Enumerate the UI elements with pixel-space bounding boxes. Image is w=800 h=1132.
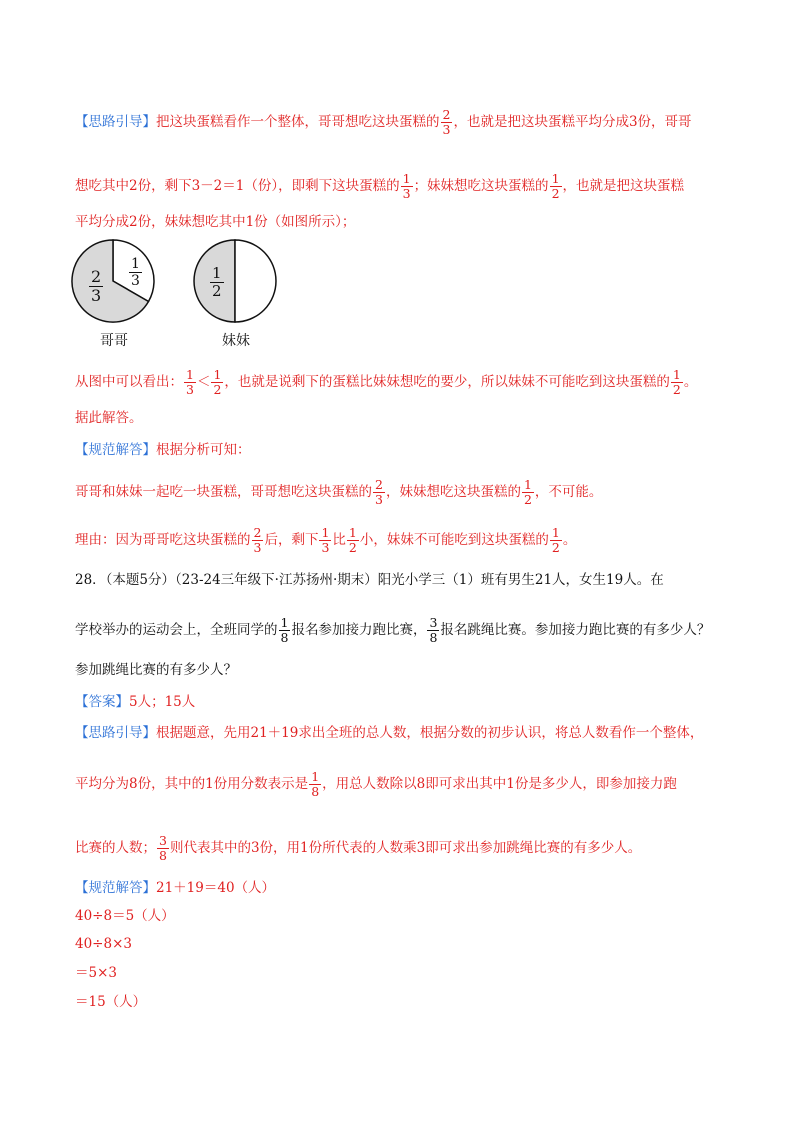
pie1-label-two-thirds: $\frac{2}{3}$ bbox=[91, 267, 102, 305]
fraction: $\frac{2}{3}$ bbox=[253, 525, 262, 555]
q28-solution-line-4: ＝5×3 bbox=[75, 965, 117, 981]
fraction: $\frac{3}{8}$ bbox=[429, 615, 438, 645]
question-28-line-3: 参加跳绳比赛的有多少人？ bbox=[75, 662, 237, 678]
fraction: $\frac{1}{2}$ bbox=[213, 367, 222, 397]
q28-solution-line-5: ＝15（人） bbox=[75, 994, 147, 1010]
pie2-caption: 妹妹 bbox=[222, 333, 250, 349]
pie2-label-half: $\frac{1}{2}$ bbox=[212, 264, 222, 300]
q28-solution-line-2: 40÷8＝5（人） bbox=[75, 908, 175, 924]
guide-tag: 【思路引导】 bbox=[75, 725, 156, 741]
q28-solution-line-1: 【规范解答】21＋19＝40（人） bbox=[75, 880, 276, 896]
standard-answer-line-3: 理由：因为哥哥吃这块蛋糕的 $\frac{2}{3}$ 后，剩下 $\frac{1}{3}$ 比 $\frac{1}{2}$ 小，妹妹不可能吃到这块蛋糕的 $\frac{1}{2}$ 。 bbox=[75, 525, 577, 555]
pie2-unshaded-half bbox=[235, 240, 276, 322]
q28-guide-line-1: 【思路引导】根据题意，先用21＋19求出全班的总人数，根据分数的初步认识，将总人数看作一个整体， bbox=[75, 725, 704, 741]
fraction: $\frac{2}{3}$ bbox=[442, 107, 451, 137]
pie1-caption: 哥哥 bbox=[100, 333, 128, 349]
answer-line: 【答案】5人；15人 bbox=[75, 694, 196, 710]
guide-line-4: 从图中可以看出： $\frac{1}{3}$ ＜ $\frac{1}{2}$ ，也就是说剩下的蛋糕比妹妹想吃的要少，所以妹妹不可能吃到这块蛋糕的 $\frac{1}{2}$ 。 bbox=[75, 367, 698, 397]
q28-guide-line-3: 比赛的人数； $\frac{3}{8}$ 则代表其中的3份，用1份所代表的人数乘3即可求出参加跳绳比赛的有多少人。 bbox=[75, 833, 642, 863]
guide-line-1: 【思路引导】把这块蛋糕看作一个整体，哥哥想吃这块蛋糕的 $\frac{2}{3}$ ，也就是把这块蛋糕平均分成3份，哥哥 bbox=[75, 107, 692, 137]
answer-tag: 【答案】 bbox=[75, 694, 129, 710]
guide-tag: 【思路引导】 bbox=[75, 114, 156, 130]
standard-answer-tag: 【规范解答】 bbox=[75, 880, 156, 896]
standard-answer-tag: 【规范解答】 bbox=[75, 442, 156, 458]
guide-line-5: 据此解答。 bbox=[75, 410, 143, 426]
standard-answer-line-1: 【规范解答】根据分析可知： bbox=[75, 442, 251, 458]
q28-solution-line-3: 40÷8×3 bbox=[75, 936, 132, 952]
guide-line-3: 平均分成2份，妹妹想吃其中1份（如图所示）； bbox=[75, 214, 356, 230]
question-28-line-2: 学校举办的运动会上，全班同学的 $\frac{1}{8}$ 报名参加接力跑比赛， $\frac{3}{8}$ 报名跳绳比赛。参加接力跑比赛的有多少人？ bbox=[75, 615, 711, 645]
guide-line-2: 想吃其中2份，剩下3－2＝1（份），即剩下这块蛋糕的 $\frac{1}{3}$ ；妹妹想吃这块蛋糕的 $\frac{1}{2}$ ，也就是把这块蛋糕 bbox=[75, 171, 685, 201]
standard-answer-line-2: 哥哥和妹妹一起吃一块蛋糕，哥哥想吃这块蛋糕的 $\frac{2}{3}$ ，妹妹想吃这块蛋糕的 $\frac{1}{2}$ ，不可能。 bbox=[75, 477, 603, 507]
fraction: $\frac{1}{2}$ bbox=[551, 171, 560, 201]
fraction: $\frac{1}{3}$ bbox=[186, 367, 194, 397]
fraction: $\frac{3}{8}$ bbox=[159, 833, 167, 863]
fraction: $\frac{1}{8}$ bbox=[311, 769, 320, 799]
fraction: $\frac{1}{2}$ bbox=[523, 477, 532, 507]
question-28-line-1: 28．（本题5分）（23-24三年级下·江苏扬州·期末）阳光小学三（1）班有男生21人，女生19人。在 bbox=[75, 572, 664, 588]
fraction: $\frac{1}{2}$ bbox=[672, 367, 681, 397]
fraction: $\frac{1}{2}$ bbox=[348, 525, 357, 555]
fraction: $\frac{1}{3}$ bbox=[321, 525, 330, 555]
fraction: $\frac{1}{3}$ bbox=[402, 171, 411, 201]
fraction: $\frac{2}{3}$ bbox=[375, 477, 383, 507]
q28-guide-line-2: 平均分为8份，其中的1份用分数表示是 $\frac{1}{8}$ ，用总人数除以8即可求出其中1份是多少人，即参加接力跑 bbox=[75, 769, 677, 799]
fraction: $\frac{1}{8}$ bbox=[280, 615, 289, 645]
pie1-label-one-third: $\frac{1}{3}$ bbox=[131, 256, 140, 289]
fraction: $\frac{1}{2}$ bbox=[551, 525, 560, 555]
